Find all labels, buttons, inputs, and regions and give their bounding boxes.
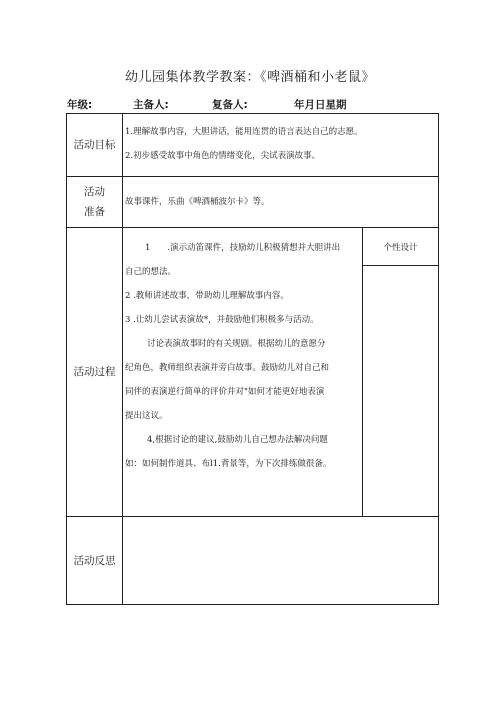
process-line: 2 .教师讲述故事，带助幼儿理解故事内容。 [125,291,289,301]
date-label: 年月日星期 [294,99,347,111]
process-line: 纪角色，教师组织表演并旁白故事。鼓励幼儿对自己和 [125,363,330,373]
preparation-label [67,177,123,228]
preparation-content [123,177,439,228]
reflection-content [123,517,439,605]
reflection-row [67,517,439,605]
goal-item: 2.初步感受故事中角色的情绪变化，尖试表演故事。 [125,151,321,161]
process-label: 活动过程 [67,228,123,517]
process-line: 如：如何制作道具、布l1.背景等，为下次排练做很备。 [125,459,332,469]
reflection-label: 活动反思 [67,517,123,605]
goals-content [123,114,439,177]
process-row-top [67,228,439,266]
grade-label: 年级: [67,99,93,111]
goal-item: 1.理解故事内容，大胆讲话，能用连贯的语言表达自己的志愿。 [125,127,363,137]
personal-design-cell [363,266,439,517]
process-line: 4,根据讨论的建议,鼓励幼儿自己想办法解决问题 [147,435,328,445]
goals-row [67,114,439,177]
preparation-label-line: 活动 [84,186,105,198]
process-line: 同伴的表演逆行简单的评价并对"如何才能更好地表演 [125,387,325,397]
preparer-label: 主备人: [133,99,169,111]
document-title: 幼儿园集体教学教案：《啤酒桶和小老鼠》 [124,70,375,85]
personal-design-header: 个性设计 [363,228,439,266]
process-content [123,228,363,517]
goals-label: 活动目标 [67,114,123,177]
process-line: 3 .让幼儿尝试表演故*，并鼓励他们积极多与活动。 [125,315,319,325]
lesson-plan-table [66,113,439,605]
preparation-label-line: 准备 [84,206,105,218]
process-line: 1 .演示动笛课件，技励幼儿积极猜想并大胆讲出 [145,243,341,253]
process-line: 自己的想法。 [125,267,177,277]
preparation-row [67,177,439,228]
process-line: 提出这议。 [125,411,168,421]
reviewer-label: 复备人: [212,99,248,111]
preparation-text: 故事课件，乐曲《啤酒桶波尔卡》等。 [125,197,270,207]
process-line: 讨论表演故事时的有关规剧。根据幼儿的意愿分 [147,339,326,349]
